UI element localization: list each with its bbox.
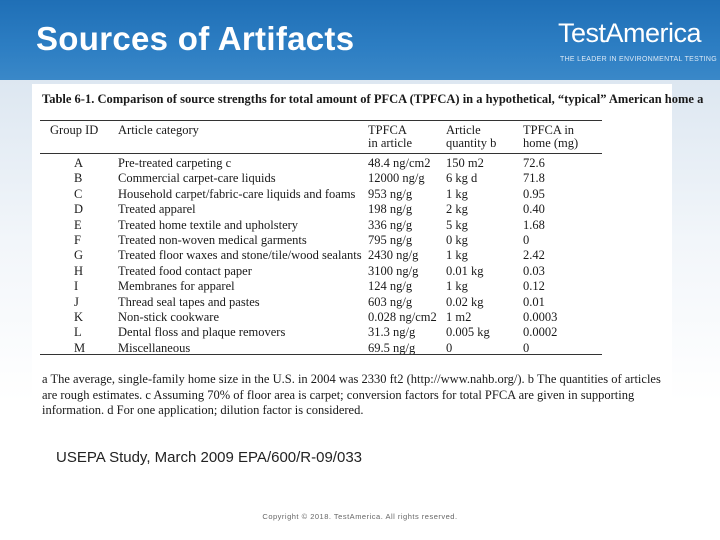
table-caption: Table 6-1. Comparison of source strengths for total amount of PFCA (TPFCA) in a hypothetical, “typical” American home a [42,92,704,106]
row-group-id: E [74,217,82,232]
row-tpfca: 69.5 ng/g [368,340,416,355]
row-group-id: C [74,186,83,201]
row-home: 0 [523,232,530,247]
row-category: Treated non-woven medical garments [118,232,307,247]
row-group-id: D [74,202,84,217]
row-tpfca: 953 ng/g [368,186,413,201]
row-quantity: 1 kg [446,279,468,294]
logo-wordmark: TestAmerica [558,18,702,48]
row-home: 0.01 [523,294,545,309]
table-row [32,218,672,233]
table-row [32,171,672,186]
slide-title: Sources of Artifacts [36,20,355,57]
row-tpfca: 603 ng/g [368,294,413,309]
row-group-id: F [74,232,81,247]
row-tpfca: 3100 ng/g [368,263,419,278]
row-quantity: 0 [446,340,453,355]
table-row [32,233,672,248]
row-home: 71.8 [523,171,545,186]
row-quantity: 1 kg [446,248,468,263]
header-bar [0,0,720,80]
row-home: 72.6 [523,156,545,170]
row-home: 0 [523,340,530,355]
row-home: 2.42 [523,248,545,263]
table-footnote: a The average, single-family home size in the U.S. in 2004 was 2330 ft2 (http://www.nahb.org/). b The quantities of articles are rough estimates. c Assuming 70% of floor area is carpet; conversion factors for total PFCA are given in supporting information. d For one application; dilution factor is considered. [42,372,661,417]
row-category: Pre-treated carpeting c [118,156,232,170]
row-tpfca: 198 ng/g [368,202,413,217]
row-group-id: A [74,156,84,170]
row-quantity: 0 kg [446,232,468,247]
table-row [32,156,672,171]
row-category: Commercial carpet-care liquids [118,171,276,186]
row-home: 1.68 [523,217,545,232]
row-quantity: 1 kg [446,186,468,201]
row-home: 0.0002 [523,325,558,340]
header-article-quantity: Article quantity b [446,123,497,150]
row-group-id: H [74,263,84,278]
testamerica-logo [558,18,718,68]
table-row [32,279,672,294]
row-category: Membranes for apparel [118,279,235,294]
table-row [32,310,672,325]
row-home: 0.40 [523,202,545,217]
table-row [32,202,672,217]
row-tpfca: 12000 ng/g [368,171,425,186]
row-tpfca: 795 ng/g [368,232,413,247]
row-category: Non-stick cookware [118,309,220,324]
row-category: Treated apparel [118,202,196,217]
row-category: Dental floss and plaque removers [118,325,286,340]
row-quantity: 2 kg [446,202,468,217]
row-category: Miscellaneous [118,340,191,355]
row-group-id: K [74,309,84,324]
row-tpfca: 31.3 ng/g [368,325,416,340]
table-row [32,187,672,202]
row-quantity: 6 kg d [446,171,478,186]
header-group-id: Group ID [50,123,99,137]
row-group-id: L [74,325,82,340]
logo-tagline: THE LEADER IN ENVIRONMENTAL TESTING [560,56,718,63]
table-header-rule [40,153,602,154]
row-home: 0.12 [523,279,545,294]
table-row [32,325,672,340]
row-tpfca: 336 ng/g [368,217,413,232]
table-body [32,156,672,356]
row-quantity: 1 m2 [446,309,472,324]
row-group-id: G [74,248,84,263]
row-tpfca: 48.4 ng/cm2 [368,156,431,170]
header-tpfca-in-home: TPFCA in home (mg) [523,123,579,150]
row-category: Treated home textile and upholstery [118,217,299,232]
row-quantity: 0.02 kg [446,294,484,309]
row-tpfca: 0.028 ng/cm2 [368,309,437,324]
table-row [32,295,672,310]
row-quantity: 5 kg [446,217,468,232]
row-category: Treated food contact paper [118,263,252,278]
row-group-id: B [74,171,83,186]
row-home: 0.03 [523,263,545,278]
row-group-id: J [74,294,79,309]
row-category: Treated floor waxes and stone/tile/wood sealants [118,248,362,263]
row-home: 0.0003 [523,309,558,324]
copyright-notice: Copyright © 2018. TestAmerica. All rights reserved. [262,512,458,521]
table-bottom-rule [40,354,602,355]
table-top-rule [40,120,602,121]
row-category: Thread seal tapes and pastes [118,294,260,309]
row-quantity: 0.005 kg [446,325,490,340]
row-group-id: I [74,279,79,294]
row-group-id: M [74,340,86,355]
row-tpfca: 2430 ng/g [368,248,419,263]
header-tpfca-in-article: TPFCA in article [368,123,413,150]
row-tpfca: 124 ng/g [368,279,413,294]
row-category: Household carpet/fabric-care liquids and foams [118,186,356,201]
header-article-category: Article category [118,123,199,137]
row-quantity: 0.01 kg [446,263,484,278]
row-home: 0.95 [523,186,545,201]
table-image [32,84,704,434]
row-quantity: 150 m2 [446,156,484,170]
source-citation: USEPA Study, March 2009 EPA/600/R-09/033 [56,449,363,466]
table-row [32,248,672,263]
table-row [32,264,672,279]
